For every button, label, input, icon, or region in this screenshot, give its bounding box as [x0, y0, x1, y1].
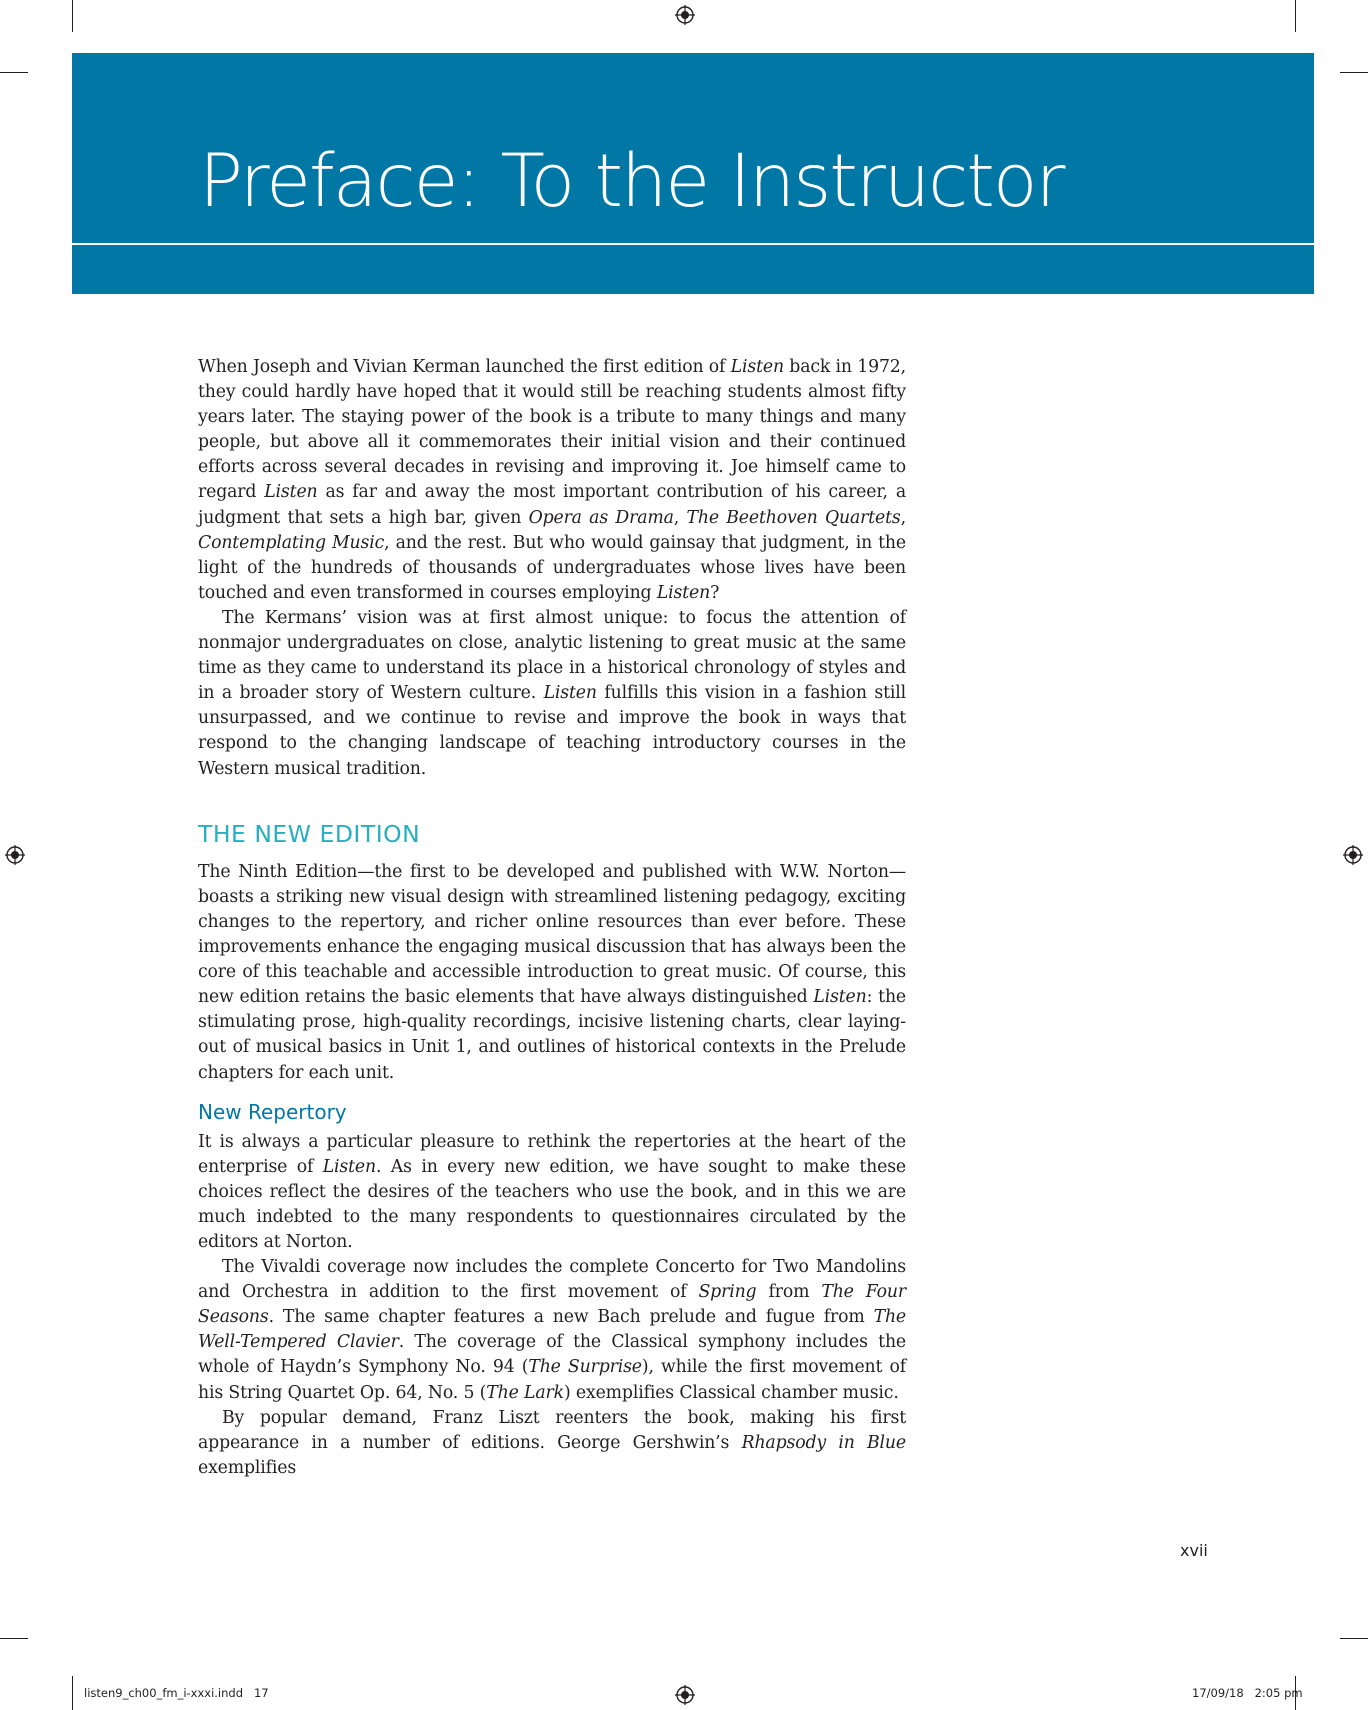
italic-title: The Surprise: [528, 1357, 642, 1378]
section-heading: THE NEW EDITION: [198, 819, 421, 848]
registration-mark-icon: [5, 845, 25, 865]
italic-title: Listen: [656, 582, 711, 603]
italic-title: The Lark: [486, 1382, 564, 1403]
italic-title: The Well-Tempered Clavier: [198, 1307, 906, 1353]
page-number: xvii: [1180, 1541, 1208, 1560]
slug-filename: listen9_ch00_fm_i-xxxi.indd 17: [84, 1686, 269, 1700]
paragraph: The Ninth Edition—the first to be developed and published with W.W. Norton—boasts a striking new visual design with streamlined listening pedagogy, exciting changes to the repertory, and richer online resources than ever before. These improvements enhance the engaging musical discussion that has always been the core of this teachable and accessible introduction to great music. Of course, this new edition retains the basic elements that have always distinguished Listen: the stimulating prose, high-quality recordings, incisive listening charts, clear laying-out of musical basics in Unit 1, and outlines of historical contexts in the Prelude chapters for each unit.: [198, 861, 906, 1083]
crop-mark: [72, 1676, 73, 1710]
paragraph: The Vivaldi coverage now includes the complete Concerto for Two Mandolins and Orchestra in addition to the first movement of Spring from The Four Seasons. The same chapter features a new Bach prelude and fugue from The Well-Tempered Clavier. The coverage of the Classical symphony includes the whole of Haydn’s Symphony No. 94 (The Surprise), while the first movement of his String Quartet Op. 64, No. 5 (The Lark) exemplifies Classical chamber music.: [198, 1257, 906, 1403]
italic-title: Listen: [322, 1156, 376, 1177]
italic-title: The Beethoven Quartets: [686, 507, 901, 528]
italic-title: Rhapsody in Blue: [741, 1432, 906, 1453]
registration-mark-icon: [675, 1685, 695, 1705]
main-text: [198, 355, 906, 1481]
crop-mark: [0, 1638, 28, 1639]
page-title: Preface: To the Instructor: [199, 139, 1064, 224]
paragraph: The Kermans’ vision was at first almost unique: to focus the attention of nonmajor undergraduates on close, analytic listening to great music at the same time as they came to understand its place in a historical chronology of styles and in a broader story of Western culture. Listen fulfills this vision in a fashion still unsurpassed, and we continue to revise and improve the book in ways that respond to the changing landscape of teaching introductory courses in the Western musical tradition.: [198, 607, 906, 779]
crop-mark: [1295, 0, 1296, 32]
paragraph: When Joseph and Vivian Kerman launched the first edition of Listen back in 1972, they could hardly have hoped that it would still be reaching students almost fifty years later. The staying power of the book is a tribute to many things and many people, but above all it commemorates their initial vision and their continued efforts across several decades in revising and improving it. Joe himself came to regard Listen as far and away the most important contribution of his career, a judgment that sets a high bar, given Opera as Drama, The Beethoven Quartets, Contemplating Music, and the rest. But who would gainsay that judgment, in the light of the hundreds of thousands of undergraduates whose lives have been touched and even transformed in courses employing Listen?: [198, 357, 906, 603]
crop-mark: [1340, 72, 1368, 73]
slug-timestamp: 17/09/18 2:05 pm: [1192, 1686, 1303, 1700]
italic-title: Listen: [730, 357, 784, 377]
italic-title: Spring: [698, 1282, 757, 1303]
italic-title: Listen: [813, 987, 867, 1008]
crop-mark: [0, 72, 28, 73]
banner-rule: [72, 243, 1314, 245]
italic-title: The Four Seasons: [198, 1282, 906, 1328]
paragraph: By popular demand, Franz Liszt reenters the book, making his first appearance in a number of editions. George Gershwin’s Rhapsody in Blue exemplifies: [198, 1407, 906, 1478]
crop-mark: [72, 0, 73, 32]
italic-title: Listen: [543, 683, 597, 704]
title-banner: [72, 53, 1314, 294]
registration-mark-icon: [675, 5, 695, 25]
italic-title: Listen: [264, 482, 318, 503]
italic-title: Contemplating Music: [198, 532, 385, 553]
italic-title: Opera as Drama: [528, 507, 674, 528]
registration-mark-icon: [1343, 845, 1363, 865]
crop-mark: [1340, 1638, 1368, 1639]
paragraph: It is always a particular pleasure to rethink the repertories at the heart of the enterprise of Listen. As in every new edition, we have sought to make these choices reflect the desires of the teachers who use the book, and in this we are much indebted to the many respondents to questionnaires circulated by the editors at Norton.: [198, 1131, 906, 1252]
subsection-heading: New Repertory: [198, 1099, 347, 1124]
